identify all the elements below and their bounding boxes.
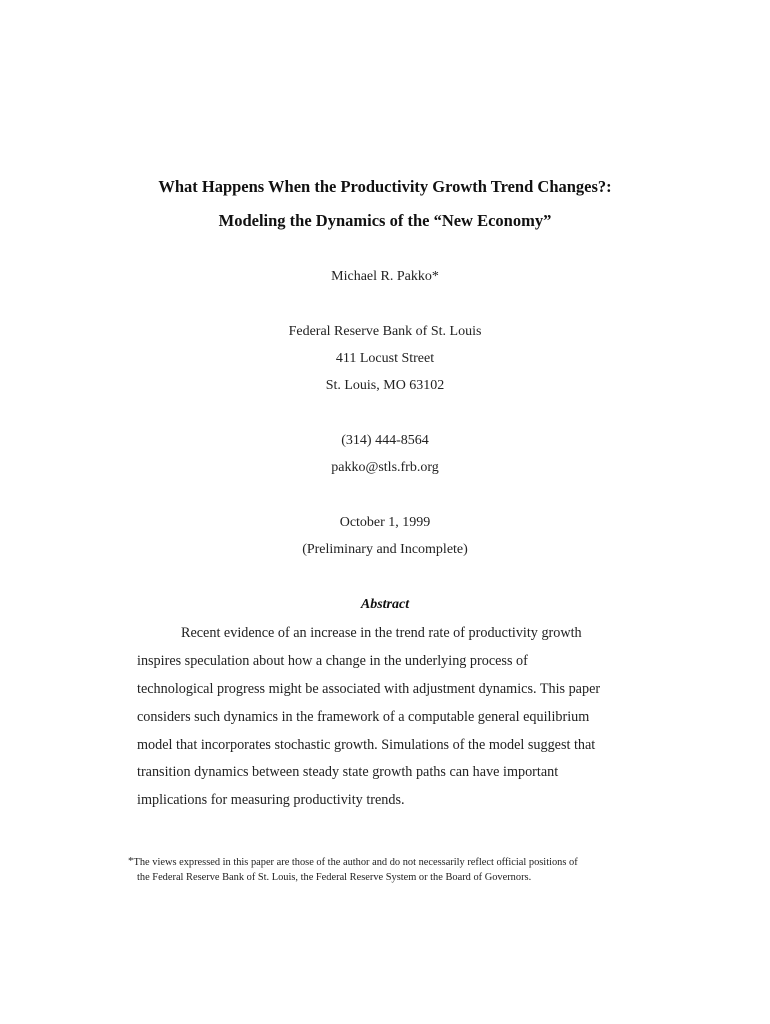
- footnote-text-1: The views expressed in this paper are those of the author and do not necessarily reflect official positions of: [133, 857, 578, 868]
- abstract-line: transition dynamics between steady state growth paths can have important: [137, 764, 559, 780]
- contact-phone: (314) 444-8564: [341, 433, 429, 448]
- paper-status: (Preliminary and Incomplete): [302, 542, 468, 557]
- abstract-line: implications for measuring productivity trends.: [137, 792, 405, 808]
- paper-date: October 1, 1999: [339, 515, 431, 530]
- author-name: Michael R. Pakko*: [331, 269, 439, 284]
- footnote-line-1: [128, 856, 578, 868]
- title-line-2: Modeling the Dynamics of the “New Economy”: [218, 211, 552, 230]
- contact-email: pakko@stls.frb.org: [331, 460, 439, 475]
- abstract-line: inspires speculation about how a change in the underlying process of: [137, 653, 528, 669]
- affiliation-street: 411 Locust Street: [335, 351, 435, 366]
- affiliation-institution: Federal Reserve Bank of St. Louis: [288, 324, 482, 339]
- abstract-line: technological progress might be associated with adjustment dynamics. This paper: [137, 681, 601, 697]
- footnote-line-2: the Federal Reserve Bank of St. Louis, the Federal Reserve System or the Board of Governors.: [137, 872, 532, 883]
- abstract-line: Recent evidence of an increase in the trend rate of productivity growth: [181, 625, 582, 641]
- abstract-heading: Abstract: [360, 597, 410, 612]
- footnote-marker: *: [128, 855, 134, 867]
- title-line-1: What Happens When the Productivity Growth Trend Changes?:: [158, 177, 612, 196]
- affiliation-city: St. Louis, MO 63102: [325, 378, 445, 393]
- abstract-line: model that incorporates stochastic growth. Simulations of the model suggest that: [137, 737, 596, 753]
- abstract-line: considers such dynamics in the framework of a computable general equilibrium: [137, 709, 590, 725]
